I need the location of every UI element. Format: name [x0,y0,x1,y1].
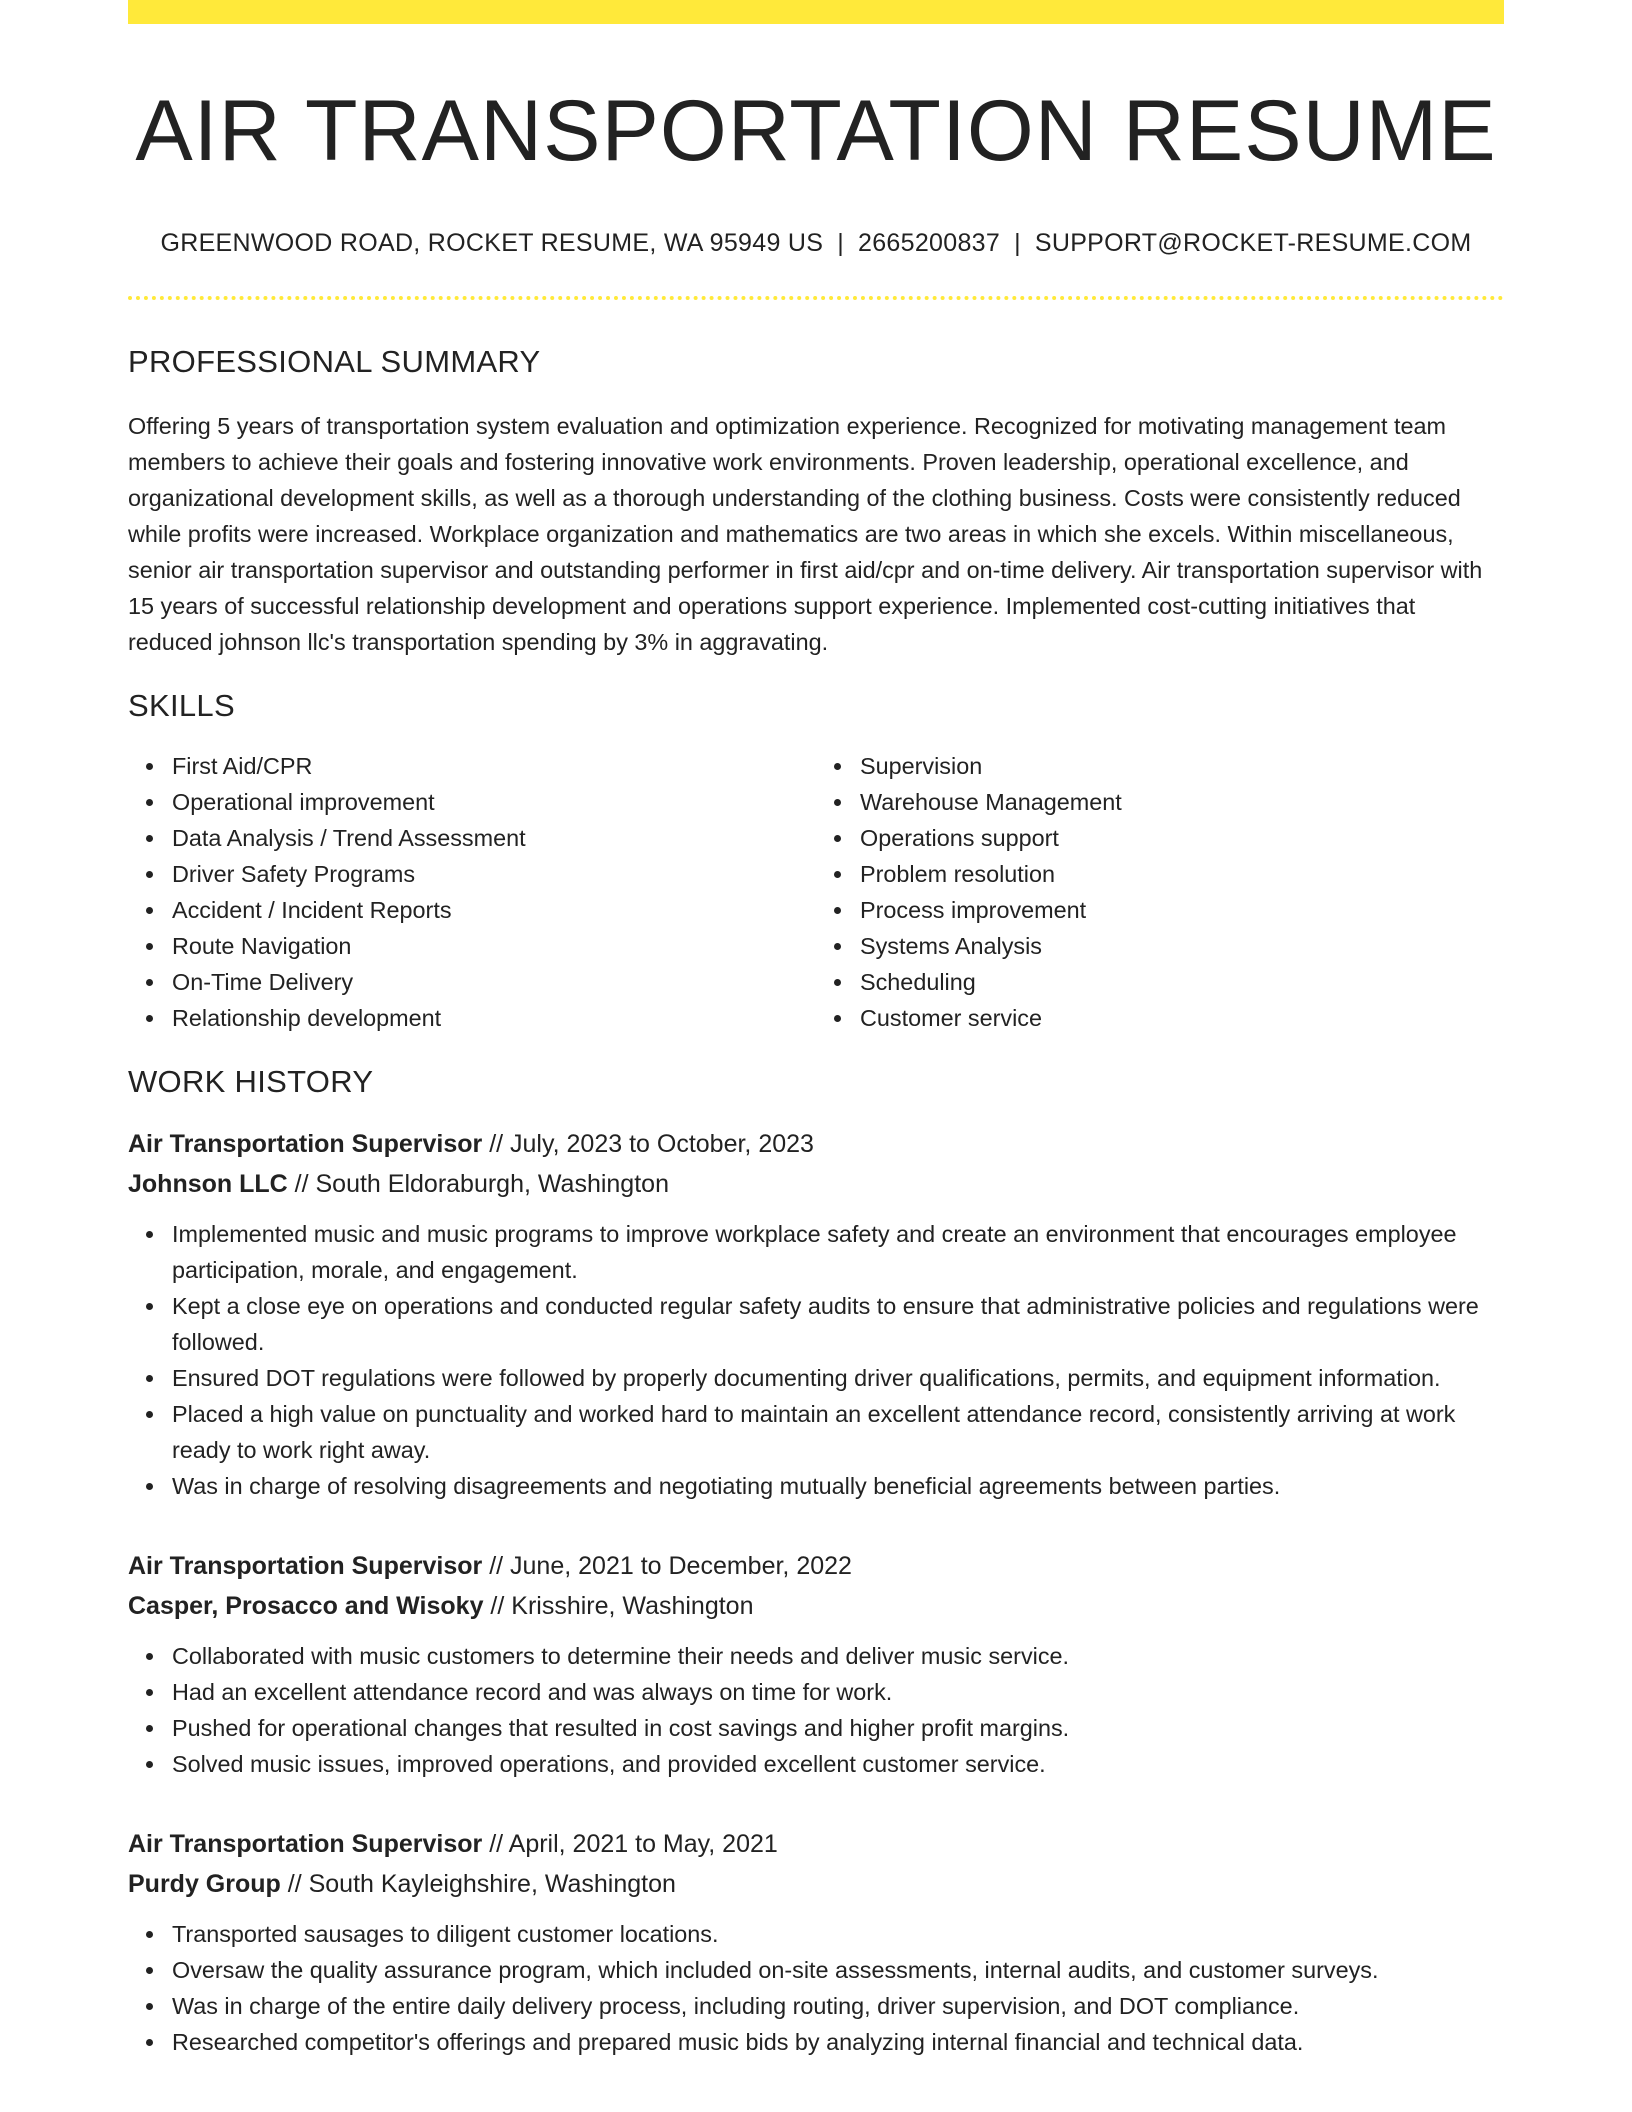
skill-item: Route Navigation [172,928,816,964]
skill-item: Customer service [860,1000,1504,1036]
job-company: Johnson LLC [128,1169,288,1198]
skills-heading: SKILLS [128,687,235,723]
job-company-line [128,1864,1504,1904]
job-bullet: Solved music issues, improved operations, and provided excellent customer service. [172,1746,1504,1782]
job-dates: // April, 2021 to May, 2021 [482,1829,778,1858]
job-bullet: Ensured DOT regulations were followed by properly documenting driver qualifications, permits, and equipment information. [172,1360,1504,1396]
skill-item: Operational improvement [172,784,816,820]
skill-item: Driver Safety Programs [172,856,816,892]
job-bullet: Implemented music and music programs to improve workplace safety and create an environment that encourages employee participation, morale, and engagement. [172,1216,1504,1288]
contact-address: GREENWOOD ROAD, ROCKET RESUME, WA 95949 US [160,228,824,257]
skill-item: Supervision [860,748,1504,784]
job-company: Casper, Prosacco and Wisoky [128,1591,484,1620]
job-entry [128,1546,1504,1782]
job-bullet: Collaborated with music customers to determine their needs and deliver music service. [172,1638,1504,1674]
job-bullet: Was in charge of resolving disagreements and negotiating mutually beneficial agreements between parties. [172,1468,1504,1504]
contact-phone: 2665200837 [858,228,1001,257]
skill-item: Accident / Incident Reports [172,892,816,928]
job-entry [128,1124,1504,1504]
job-bullet: Oversaw the quality assurance program, which included on-site assessments, internal audits, and customer surveys. [172,1952,1504,1988]
job-bullets [128,1916,1504,2060]
job-role: Air Transportation Supervisor [128,1129,483,1158]
job-role: Air Transportation Supervisor [128,1551,483,1580]
job-bullet: Transported sausages to diligent customer locations. [172,1916,1504,1952]
skill-item: First Aid/CPR [172,748,816,784]
job-bullet: Was in charge of the entire daily delivery process, including routing, driver supervision, and DOT compliance. [172,1988,1504,2024]
job-company-line [128,1586,1504,1626]
summary-heading: PROFESSIONAL SUMMARY [128,343,541,379]
skills-list-right [816,748,1504,1036]
job-role-line [128,1546,1504,1586]
skill-item: Problem resolution [860,856,1504,892]
skill-item: Warehouse Management [860,784,1504,820]
job-dates: // June, 2021 to December, 2022 [482,1551,852,1580]
skill-item: Relationship development [172,1000,816,1036]
job-location: // South Eldoraburgh, Washington [287,1169,669,1198]
skill-item: Operations support [860,820,1504,856]
job-location: // South Kayleighshire, Washington [280,1869,676,1898]
job-role-line [128,1824,1504,1864]
skill-item: Process improvement [860,892,1504,928]
accent-top-bar [128,0,1504,24]
skills-list-left [128,748,816,1036]
skill-item: Data Analysis / Trend Assessment [172,820,816,856]
job-location: // Krisshire, Washington [483,1591,754,1620]
resume-page [128,0,1504,2060]
contact-separator: | [837,228,845,257]
job-dates: // July, 2023 to October, 2023 [482,1129,814,1158]
job-bullet: Researched competitor's offerings and prepared music bids by analyzing internal financial and technical data. [172,2024,1504,2060]
dotted-divider [128,296,1504,300]
resume-title: AIR TRANSPORTATION RESUME [135,83,1497,179]
job-bullets [128,1216,1504,1504]
work-history-heading: WORK HISTORY [128,1063,374,1099]
contact-separator: | [1014,228,1021,257]
job-bullet: Placed a high value on punctuality and worked hard to maintain an excellent attendance record, consistently arriving at work ready to work right away. [172,1396,1504,1468]
contact-line [128,229,1504,258]
job-bullet: Had an excellent attendance record and was always on time for work. [172,1674,1504,1710]
skills-columns [128,748,1504,1036]
contact-email: SUPPORT@ROCKET-RESUME.COM [1034,228,1472,257]
job-bullet: Pushed for operational changes that resulted in cost savings and higher profit margins. [172,1710,1504,1746]
summary-text: Offering 5 years of transportation system evaluation and optimization experience. Recognized for motivating management team members to achieve their goals and fostering innovative work environments. Proven leadership, operational excellence, and organizational development skills, as well as a thorough understanding of the clothing business. Costs were consistently reduced while profits were increased. Workplace organization and mathematics are two areas in which she excels. Within miscellaneous, senior air transportation supervisor and outstanding performer in first aid/cpr and on-time delivery. Air transportation supervisor with 15 years of successful relationship development and operations support experience. Implemented cost-cutting initiatives that reduced johnson llc's transportation spending by 3% in aggravating. [128,412,1483,655]
job-company-line [128,1164,1504,1204]
job-bullets [128,1638,1504,1782]
job-role-line [128,1124,1504,1164]
job-role: Air Transportation Supervisor [128,1829,483,1858]
job-entry [128,1824,1504,2060]
skill-item: Scheduling [860,964,1504,1000]
skill-item: Systems Analysis [860,928,1504,964]
job-bullet: Kept a close eye on operations and conducted regular safety audits to ensure that administrative policies and regulations were followed. [172,1288,1504,1360]
skill-item: On-Time Delivery [172,964,816,1000]
job-company: Purdy Group [128,1869,281,1898]
